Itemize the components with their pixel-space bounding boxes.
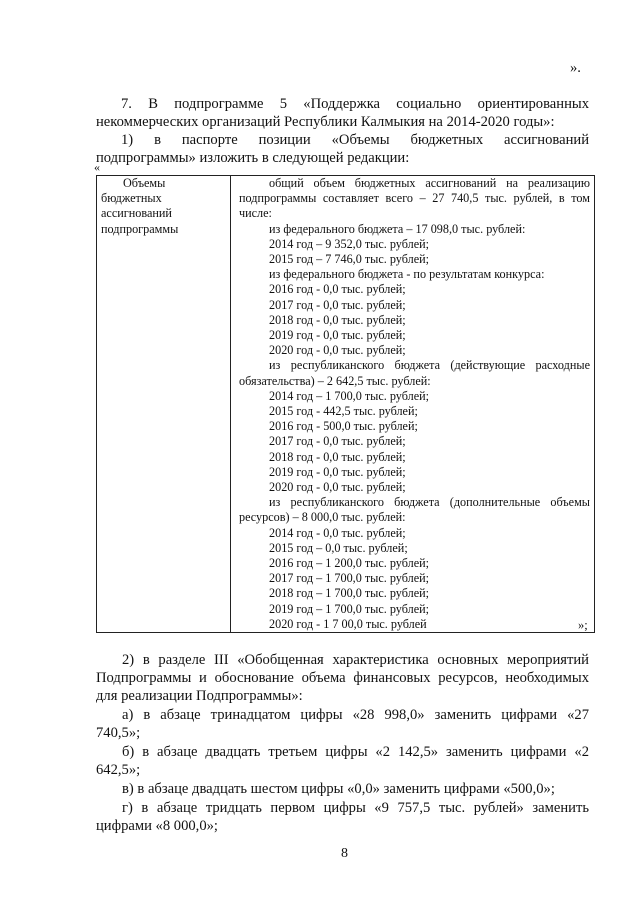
add-year: 2019 год – 1 700,0 тыс. рублей; bbox=[269, 601, 430, 616]
add-year: 2017 год – 1 700,0 тыс. рублей; bbox=[269, 571, 430, 586]
page-number: 8 bbox=[341, 846, 348, 861]
item7-sub1-line2: подпрограммы» изложить в следующей редакции: bbox=[96, 150, 410, 166]
intro-line3: числе: bbox=[239, 206, 272, 221]
rep-year: 2017 год - 0,0 тыс. рублей; bbox=[269, 434, 406, 449]
federal-year: 2014 год – 9 352,0 тыс. рублей; bbox=[269, 236, 430, 251]
passport-table bbox=[96, 175, 595, 633]
label-line: бюджетных bbox=[101, 191, 162, 206]
add-year: 2014 год - 0,0 тыс. рублей; bbox=[269, 525, 406, 540]
intro-line1: общий объем бюджетных ассигнований на реализацию bbox=[269, 176, 590, 190]
contest-year: 2020 год - 0,0 тыс. рублей; bbox=[269, 343, 406, 358]
label-line: ассигнований bbox=[101, 206, 172, 221]
item7-sub1-line1: 1) в паспорте позиции «Объемы бюджетных ассигнований bbox=[121, 132, 589, 148]
add-year: 2018 год – 1 700,0 тыс. рублей; bbox=[269, 586, 430, 601]
rep-title-line1: из республиканского бюджета (действующие расходные bbox=[269, 358, 590, 373]
item2-line2: Подпрограммы и обоснование объема финансовых ресурсов, необходимых bbox=[96, 670, 589, 686]
add-year: 2020 год - 1 7 00,0 тыс. рублей bbox=[269, 616, 427, 631]
add-year: 2015 год – 0,0 тыс. рублей; bbox=[269, 540, 408, 555]
table-label-cell bbox=[97, 176, 231, 633]
federal-year: 2015 год – 7 746,0 тыс. рублей; bbox=[269, 252, 430, 267]
item7-line1: 7. В подпрограмме 5 «Поддержка социально ориентированных bbox=[121, 96, 589, 112]
contest-year: 2017 год - 0,0 тыс. рублей; bbox=[269, 297, 406, 312]
item2-g-line1: г) в абзаце тридцать первом цифры «9 757,5 тыс. рублей» заменить bbox=[122, 800, 589, 816]
opening-quote: « bbox=[94, 160, 100, 174]
intro-line2: подпрограммы составляет всего – 27 740,5 тыс. рублей, в том bbox=[239, 191, 590, 206]
contest-year: 2018 год - 0,0 тыс. рублей; bbox=[269, 312, 406, 327]
label-line: Объемы bbox=[123, 176, 166, 190]
table-value-cell bbox=[231, 176, 595, 633]
rep-year: 2018 год - 0,0 тыс. рублей; bbox=[269, 449, 406, 464]
rep-title-line2: обязательства) – 2 642,5 тыс. рублей: bbox=[239, 373, 431, 388]
add-title-line1: из республиканского бюджета (дополнительные объемы bbox=[269, 495, 590, 510]
item2-line3: для реализации Подпрограммы»: bbox=[96, 688, 303, 704]
item7-line2: некоммерческих организаций Республики Калмыкия на 2014-2020 годы»: bbox=[96, 114, 555, 130]
item2-b-line1: б) в абзаце двадцать третьем цифры «2 142,5» заменить цифрами «2 bbox=[122, 744, 589, 760]
closing-quote-top: ». bbox=[570, 60, 581, 76]
table-row bbox=[97, 176, 595, 633]
rep-year: 2014 год – 1 700,0 тыс. рублей; bbox=[269, 388, 430, 403]
item2-g-line2: цифрами «8 000,0»; bbox=[96, 818, 218, 834]
item2-a-line1: а) в абзаце тринадцатом цифры «28 998,0» заменить цифрами «27 bbox=[122, 707, 589, 723]
rep-year: 2020 год - 0,0 тыс. рублей; bbox=[269, 480, 406, 495]
add-year: 2016 год – 1 200,0 тыс. рублей; bbox=[269, 556, 430, 571]
rep-year: 2015 год - 442,5 тыс. рублей; bbox=[269, 404, 418, 419]
federal-title: из федерального бюджета – 17 098,0 тыс. рублей: bbox=[269, 221, 526, 236]
add-title-line2: ресурсов) – 8 000,0 тыс. рублей: bbox=[239, 510, 406, 525]
label-line: подпрограммы bbox=[101, 221, 179, 236]
closing-quote-table: »; bbox=[578, 618, 588, 632]
contest-title: из федерального бюджета - по результатам конкурса: bbox=[269, 267, 545, 282]
item2-line1: 2) в разделе III «Обобщенная характеристика основных мероприятий bbox=[122, 652, 589, 668]
rep-year: 2016 год - 500,0 тыс. рублей; bbox=[269, 419, 418, 434]
item2-b-line2: 642,5»; bbox=[96, 762, 141, 778]
item2-a-line2: 740,5»; bbox=[96, 725, 141, 741]
contest-year: 2019 год - 0,0 тыс. рублей; bbox=[269, 328, 406, 343]
rep-year: 2019 год - 0,0 тыс. рублей; bbox=[269, 464, 406, 479]
contest-year: 2016 год - 0,0 тыс. рублей; bbox=[269, 282, 406, 297]
item2-v-line: в) в абзаце двадцать шестом цифры «0,0» заменить цифрами «500,0»; bbox=[122, 781, 555, 797]
